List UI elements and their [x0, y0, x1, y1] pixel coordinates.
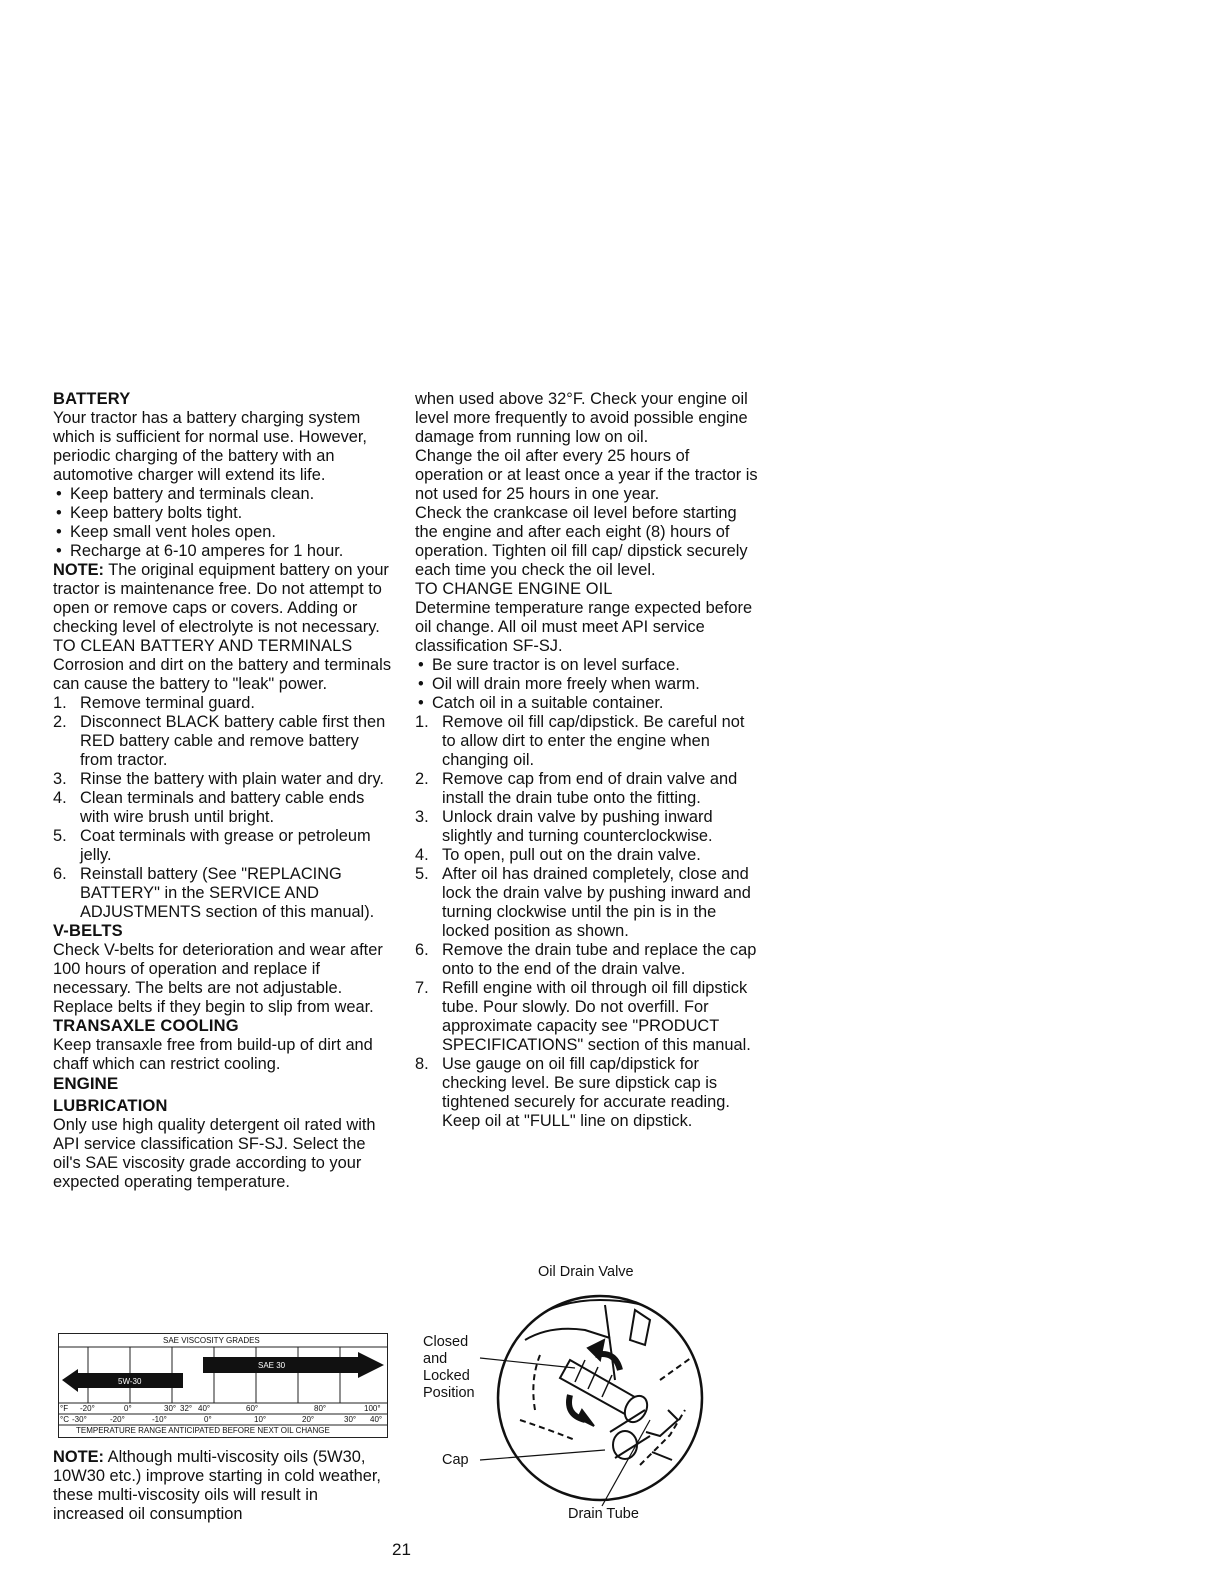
step-text: Disconnect BLACK battery cable first then RED battery cable and remove battery from tractor. — [80, 713, 386, 769]
step-text: Use gauge on oil fill cap/dipstick for checking level. Be sure dipstick cap is tightened securely for accurate reading. Keep oil at "FULL" line on dipstick. — [442, 1055, 730, 1130]
transaxle-text: Keep transaxle free from build-up of dirt and chaff which can restrict cooling. — [53, 1036, 373, 1073]
battery-bullet-list — [53, 485, 393, 561]
viscosity-chart-graphic — [58, 1333, 388, 1438]
list-item — [53, 827, 393, 865]
drain-tube-label: Drain Tube — [568, 1506, 639, 1522]
fahrenheit-label: °F — [60, 1404, 69, 1413]
c-tick-label: -20° — [110, 1415, 125, 1424]
step-number: 2. — [53, 713, 67, 731]
list-item — [53, 770, 393, 789]
change-oil-heading: TO CHANGE ENGINE OIL — [415, 580, 613, 598]
note-label: NOTE: — [53, 1448, 104, 1466]
step-number: 8. — [415, 1055, 429, 1073]
list-item — [53, 694, 393, 713]
change-oil-intro: Determine temperature range expected before oil change. All oil must meet API service classification SF-SJ. — [415, 599, 753, 655]
step-text: Clean terminals and battery cable ends with wire brush until bright. — [80, 789, 365, 826]
cap-label: Cap — [442, 1452, 469, 1468]
list-item — [415, 808, 760, 846]
step-text: Remove the drain tube and replace the cap onto to the end of the drain valve. — [442, 941, 757, 978]
c-tick-label: 20° — [302, 1415, 315, 1424]
grade-sae30-label: SAE 30 — [258, 1361, 286, 1370]
step-text: Remove oil fill cap/dipstick. Be careful not to allow dirt to enter the engine when changing oil. — [442, 713, 745, 769]
chart-footer: TEMPERATURE RANGE ANTICIPATED BEFORE NEXT OIL CHANGE — [76, 1426, 330, 1435]
transaxle-heading: TRANSAXLE COOLING — [53, 1017, 239, 1035]
step-number: 2. — [415, 770, 429, 788]
step-text: Remove cap from end of drain valve and install the drain tube onto the fitting. — [442, 770, 738, 807]
f-tick-label: 100° — [364, 1404, 381, 1413]
list-item — [53, 713, 393, 770]
list-item — [53, 865, 393, 922]
f-tick-label: 32° — [180, 1404, 193, 1413]
list-item — [415, 941, 760, 979]
step-text: Reinstall battery (See "REPLACING BATTERY" in the SERVICE AND ADJUSTMENTS section of this manual). — [80, 865, 375, 921]
list-item: • Be sure tractor is on level surface. — [415, 656, 760, 675]
step-text: Rinse the battery with plain water and dry. — [80, 770, 384, 788]
f-tick-label: 80° — [314, 1404, 327, 1413]
list-item — [415, 846, 760, 865]
list-item: • Recharge at 6-10 amperes for 1 hour. — [53, 542, 393, 561]
multi-viscosity-note-text: Although multi-viscosity oils (5W30, 10W30 etc.) improve starting in cold weather, these multi-viscosity oils will result in increased oil consumption — [53, 1448, 381, 1523]
step-number: 5. — [415, 865, 429, 883]
list-item — [415, 865, 760, 941]
step-number: 1. — [415, 713, 429, 731]
step-number: 6. — [53, 865, 67, 883]
change-oil-bullets — [415, 656, 760, 713]
clean-battery-steps — [53, 694, 393, 922]
list-item: • Keep small vent holes open. — [53, 523, 393, 542]
oil-drain-valve-figure — [410, 1260, 770, 1540]
celsius-label: °C — [60, 1415, 69, 1424]
chart-title: SAE VISCOSITY GRADES — [163, 1336, 260, 1345]
list-item — [415, 979, 760, 1055]
change-oil-steps — [415, 713, 760, 1131]
list-item — [53, 789, 393, 827]
step-text: After oil has drained completely, close and lock the drain valve by pushing inward and turning clockwise until the pin is in the locked position as shown. — [442, 865, 751, 940]
lubrication-text: Only use high quality detergent oil rated with API service classification SF-SJ. Select the oil's SAE viscosity grade according to your expected operating temperature. — [53, 1116, 376, 1191]
change-interval-text: Change the oil after every 25 hours of operation or at least once a year if the tractor is not used for 25 hours in one year. — [415, 447, 758, 503]
engine-heading: ENGINE — [53, 1074, 119, 1093]
list-item — [415, 770, 760, 808]
f-tick-label: 0° — [124, 1404, 132, 1413]
step-text: Coat terminals with grease or petroleum jelly. — [80, 827, 371, 864]
grade-sae30-bar — [203, 1352, 384, 1378]
list-item: • Catch oil in a suitable container. — [415, 694, 760, 713]
left-column — [53, 390, 393, 1192]
lubrication-heading: LUBRICATION — [53, 1097, 168, 1115]
page-number: 21 — [392, 1540, 411, 1559]
c-tick-label: 0° — [204, 1415, 212, 1424]
c-tick-label: -30° — [72, 1415, 87, 1424]
f-tick-label: -20° — [80, 1404, 95, 1413]
clean-battery-heading: TO CLEAN BATTERY AND TERMINALS — [53, 637, 353, 655]
f-tick-label: 30° — [164, 1404, 177, 1413]
step-number: 3. — [415, 808, 429, 826]
step-text: Remove terminal guard. — [80, 694, 255, 712]
grade-5w30-label: 5W-30 — [118, 1377, 142, 1386]
closed-locked-label: Closed and Locked Position — [423, 1334, 475, 1401]
c-tick-label: 40° — [370, 1415, 383, 1424]
step-number: 6. — [415, 941, 429, 959]
continued-text: when used above 32°F. Check your engine oil level more frequently to avoid possible engine damage from running low on oil. — [415, 390, 748, 446]
drain-valve-illustration — [410, 1260, 770, 1520]
step-number: 4. — [415, 846, 429, 864]
battery-note — [53, 561, 393, 637]
list-item: • Oil will drain more freely when warm. — [415, 675, 760, 694]
f-tick-label: 40° — [198, 1404, 211, 1413]
list-item — [415, 713, 760, 770]
step-text: Unlock drain valve by pushing inward slightly and turning counterclockwise. — [442, 808, 713, 845]
right-column — [415, 390, 760, 1131]
step-number: 4. — [53, 789, 67, 807]
c-tick-label: 30° — [344, 1415, 357, 1424]
multi-viscosity-note — [53, 1448, 393, 1524]
f-tick-label: 60° — [246, 1404, 259, 1413]
viscosity-chart — [58, 1333, 388, 1438]
check-level-text: Check the crankcase oil level before starting the engine and after each eight (8) hours of operation. Tighten oil fill cap/ dipstick securely each time you check the oil level. — [415, 504, 748, 579]
battery-heading: BATTERY — [53, 390, 131, 408]
figure-title: Oil Drain Valve — [538, 1264, 634, 1280]
note-label: NOTE: — [53, 561, 104, 579]
battery-note-text: The original equipment battery on your tractor is maintenance free. Do not attempt to open or remove caps or covers. Adding or checking level of electrolyte is not necessary. — [53, 561, 389, 636]
battery-intro: Your tractor has a battery charging system which is sufficient for normal use. However, periodic charging of the battery with an automotive charger will extend its life. — [53, 409, 367, 484]
clean-battery-intro: Corrosion and dirt on the battery and terminals can cause the battery to "leak" power. — [53, 656, 392, 693]
step-number: 5. — [53, 827, 67, 845]
step-number: 3. — [53, 770, 67, 788]
step-text: To open, pull out on the drain valve. — [442, 846, 701, 864]
step-number: 7. — [415, 979, 429, 997]
list-item: • Keep battery and terminals clean. — [53, 485, 393, 504]
c-tick-label: -10° — [152, 1415, 167, 1424]
c-tick-label: 10° — [254, 1415, 267, 1424]
vbelts-text: Check V-belts for deterioration and wear after 100 hours of operation and replace if necessary. The belts are not adjustable. Replace belts if they begin to slip from wear. — [53, 941, 383, 1016]
vbelts-heading: V-BELTS — [53, 922, 123, 940]
list-item — [415, 1055, 760, 1131]
step-number: 1. — [53, 694, 67, 712]
step-text: Refill engine with oil through oil fill dipstick tube. Pour slowly. Do not overfill. For approximate capacity see "PRODUCT SPECIFICATIONS" section of this manual. — [442, 979, 751, 1054]
list-item: • Keep battery bolts tight. — [53, 504, 393, 523]
